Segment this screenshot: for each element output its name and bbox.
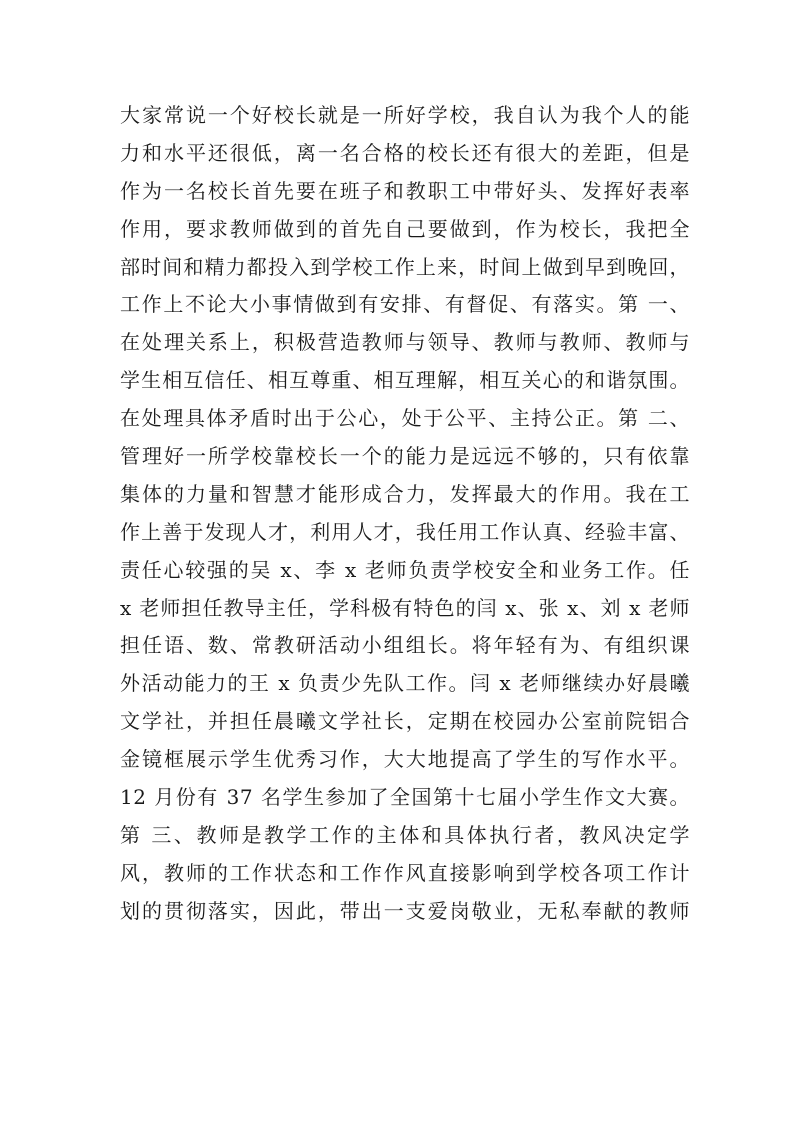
text-line-12: 作上善于发现人才，利用人才，我任用工作认真、经验丰富、 bbox=[120, 519, 690, 544]
text-line-15: 担任语、数、常教研活动小组组长。将年轻有为、有组织课 bbox=[120, 633, 690, 658]
text-line-19: 12 月份有 37 名学生参加了全国第十七届小学生作文大赛。 bbox=[120, 785, 690, 810]
text-line-5: 部时间和精力都投入到学校工作上来，时间上做到早到晚回， bbox=[120, 254, 690, 279]
text-line-13: 责任心较强的吴 x、李 x 老师负责学校安全和业务工作。任 bbox=[120, 557, 690, 582]
text-line-3: 作为一名校长首先要在班子和教职工中带好头、发挥好表率 bbox=[120, 178, 690, 203]
text-line-2: 力和水平还很低，离一名合格的校长还有很大的差距，但是 bbox=[120, 140, 690, 165]
text-line-14: x 老师担任教导主任，学科极有特色的闫 x、张 x、刘 x 老师 bbox=[120, 595, 690, 620]
text-line-4: 作用，要求教师做到的首先自己要做到，作为校长，我把全 bbox=[120, 216, 690, 241]
text-line-10: 管理好一所学校靠校长一个的能力是远远不够的，只有依靠 bbox=[120, 444, 690, 469]
text-line-16: 外活动能力的王 x 负责少先队工作。闫 x 老师继续办好晨曦 bbox=[120, 671, 690, 696]
body-text bbox=[120, 97, 690, 931]
text-line-20: 第 三、教师是教学工作的主体和具体执行者，教风决定学 bbox=[120, 822, 690, 847]
text-line-22: 划的贯彻落实，因此，带出一支爱岗敬业，无私奉献的教师 bbox=[120, 898, 690, 923]
text-line-9: 在处理具体矛盾时出于公心，处于公平、主持公正。第 二、 bbox=[120, 406, 690, 431]
text-line-11: 集体的力量和智慧才能形成合力，发挥最大的作用。我在工 bbox=[120, 481, 690, 506]
text-line-17: 文学社，并担任晨曦文学社长，定期在校园办公室前院铝合 bbox=[120, 709, 690, 734]
text-line-1: 大家常说一个好校长就是一所好学校，我自认为我个人的能 bbox=[120, 103, 690, 127]
text-line-18: 金镜框展示学生优秀习作，大大地提高了学生的写作水平。 bbox=[120, 747, 690, 772]
text-line-21: 风，教师的工作状态和工作作风直接影响到学校各项工作计 bbox=[120, 860, 690, 885]
text-line-8: 学生相互信任、相互尊重、相互理解，相互关心的和谐氛围。 bbox=[120, 368, 690, 393]
text-line-7: 在处理关系上，积极营造教师与领导、教师与教师、教师与 bbox=[120, 330, 690, 355]
text-line-6: 工作上不论大小事情做到有安排、有督促、有落实。第 一、 bbox=[120, 292, 690, 317]
